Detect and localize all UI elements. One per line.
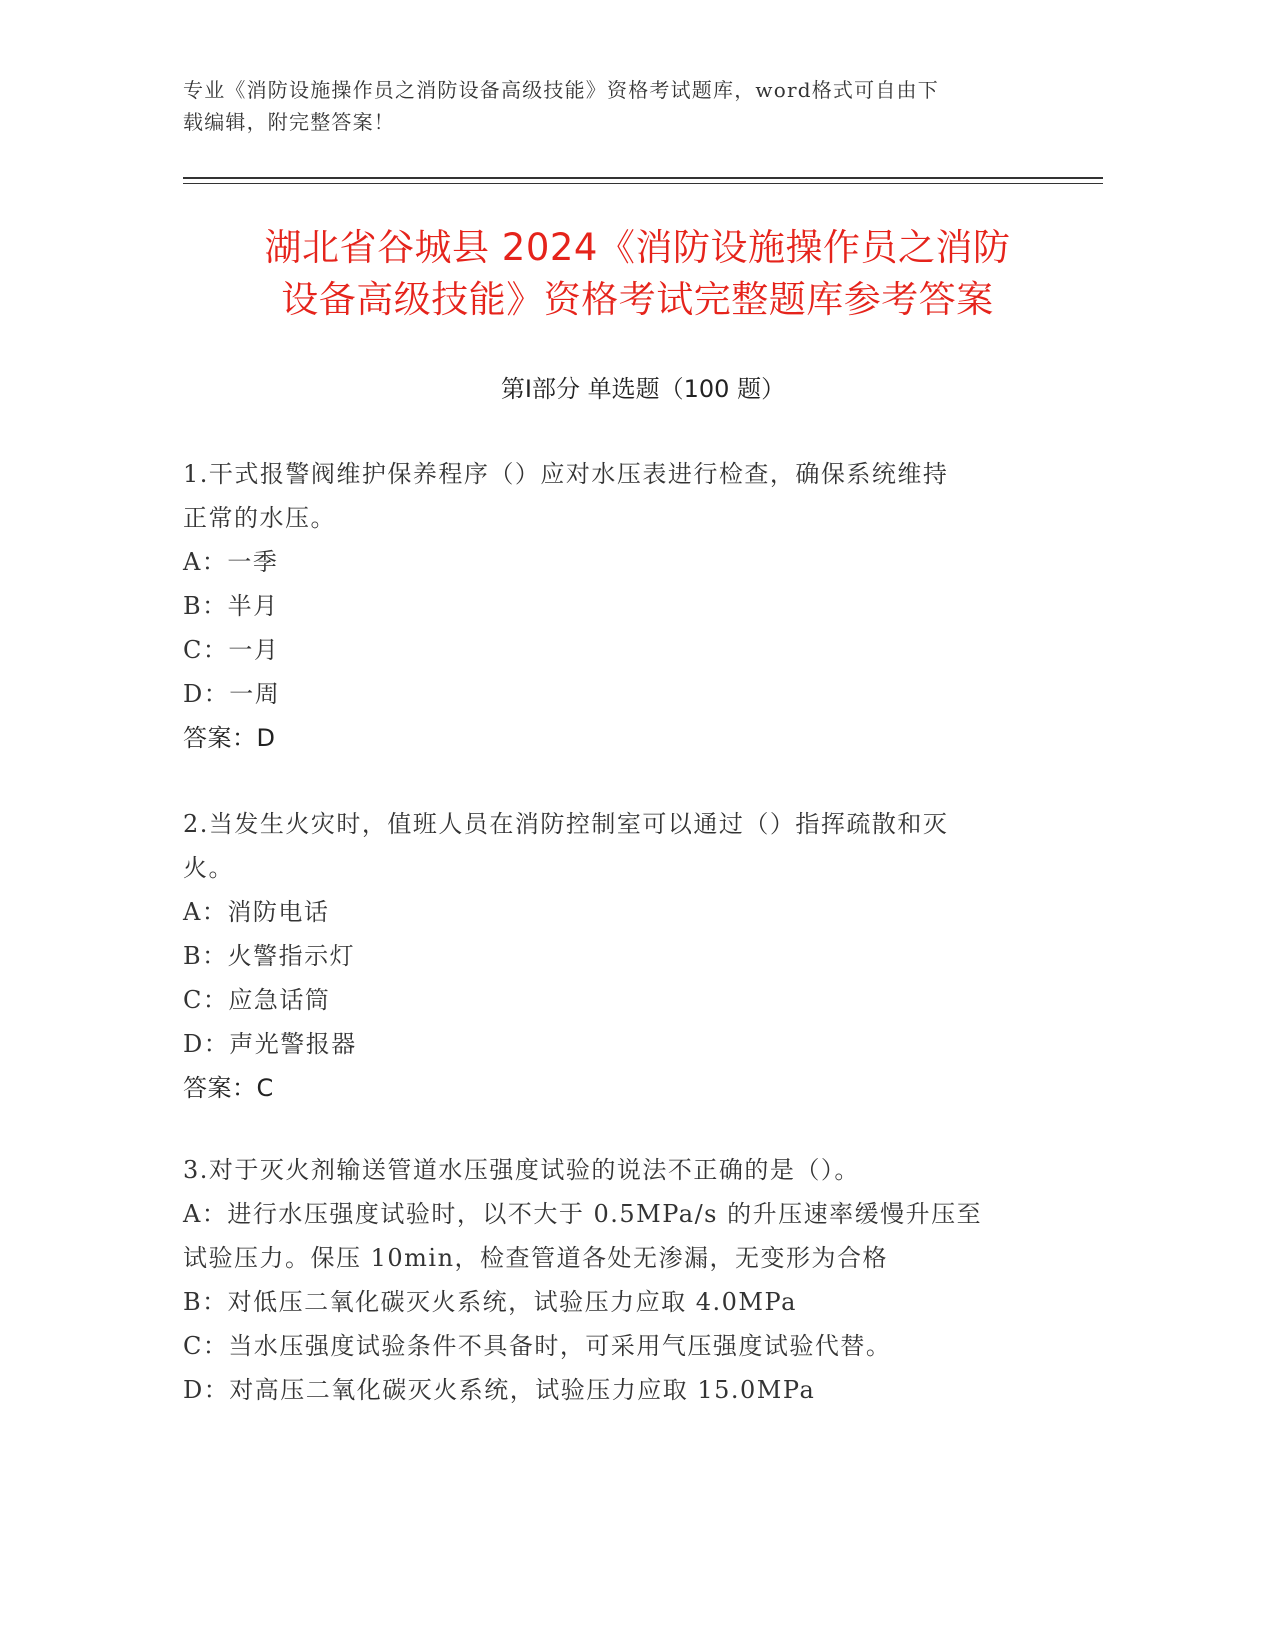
header-note-line-1: 专业《消防设施操作员之消防设备高级技能》资格考试题库，word格式可自由下: [183, 78, 939, 102]
header-divider-thin: [183, 183, 1103, 184]
option-a-continued: 试验压力。保压 10min，检查管道各处无渗漏，无变形为合格: [183, 1244, 889, 1272]
document-title: [160, 222, 1115, 326]
option-d: D：声光警报器: [183, 1030, 357, 1058]
option-a: A：消防电话: [183, 898, 330, 926]
question-stem-line: 火。: [183, 854, 234, 882]
option-d: D：对高压二氧化碳灭火系统，试验压力应取 15.0MPa: [183, 1376, 816, 1404]
answer-line: 答案：D: [183, 724, 276, 752]
option-a: A：进行水压强度试验时，以不大于 0.5MPa/s 的升压速率缓慢升压至: [183, 1200, 983, 1228]
question-stem-line: 正常的水压。: [183, 504, 336, 532]
option-b: B：火警指示灯: [183, 942, 356, 970]
question-stem-line: 3.对于灭火剂输送管道水压强度试验的说法不正确的是（）。: [183, 1156, 860, 1184]
document-title-line-2: 设备高级技能》资格考试完整题库参考答案: [281, 278, 994, 321]
question-stem-line: 1.干式报警阀维护保养程序（）应对水压表进行检查，确保系统维持: [183, 460, 949, 488]
answer-line: 答案：C: [183, 1074, 274, 1102]
option-d: D：一周: [183, 680, 281, 708]
option-c: C：当水压强度试验条件不具备时，可采用气压强度试验代替。: [183, 1332, 892, 1360]
option-b: B：半月: [183, 592, 279, 620]
section-title: 第Ⅰ部分 单选题（100 题）: [500, 375, 786, 403]
question-1: [183, 452, 1063, 760]
question-stem-line: 2.当发生火灾时，值班人员在消防控制室可以通过（）指挥疏散和灭: [183, 810, 949, 838]
question-3: [183, 1148, 1063, 1412]
option-b: B：对低压二氧化碳灭火系统，试验压力应取 4.0MPa: [183, 1288, 797, 1316]
document-title-line-1: 湖北省谷城县 2024《消防设施操作员之消防: [264, 226, 1011, 269]
option-c: C：一月: [183, 636, 280, 664]
header-divider-thick: [183, 177, 1103, 179]
header-note: [183, 74, 1063, 138]
header-note-line-2: 载编辑，附完整答案！: [183, 110, 395, 134]
option-c: C：应急话筒: [183, 986, 331, 1014]
question-2: [183, 802, 1063, 1110]
option-a: A：一季: [183, 548, 279, 576]
